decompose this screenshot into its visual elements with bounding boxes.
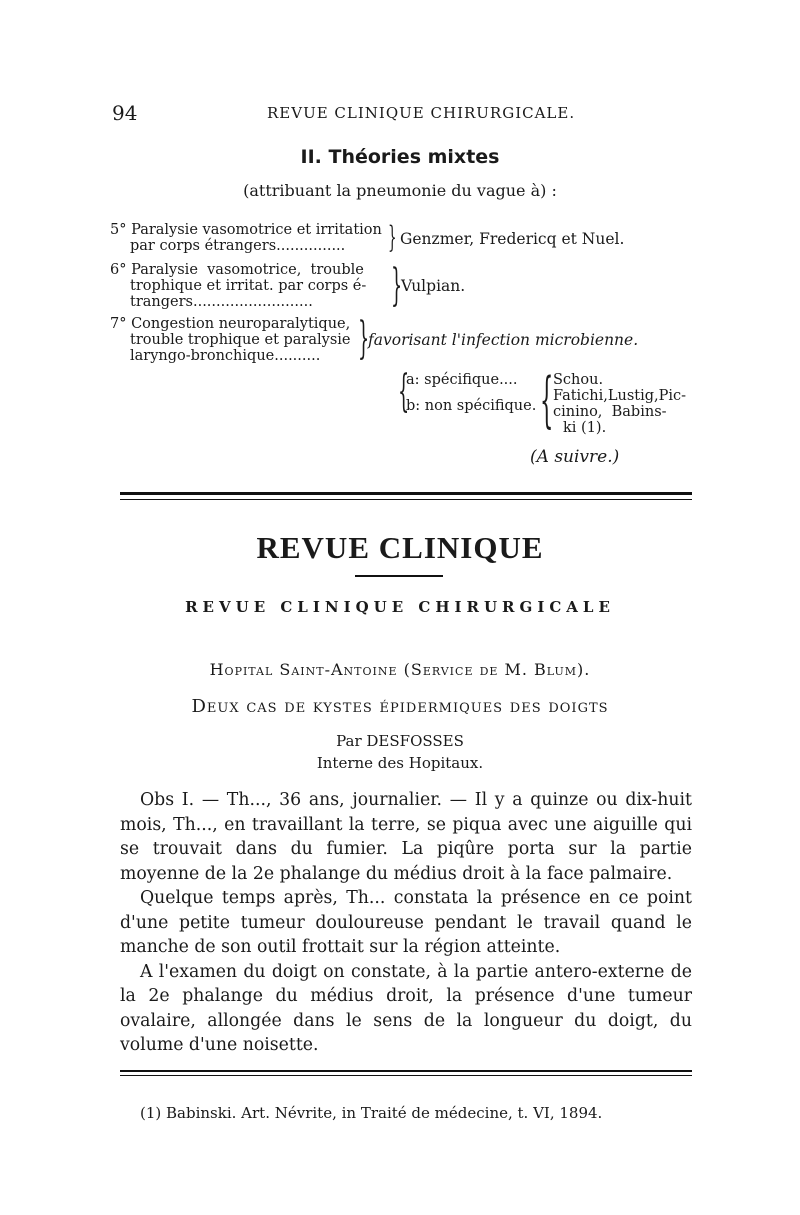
divider (120, 492, 692, 495)
infection-b-authors-1: Fatichi,Lustig,Pic- (553, 388, 687, 404)
item-6-authors: Vulpian. (401, 277, 466, 295)
article-body (120, 788, 692, 1058)
brace: } (391, 260, 403, 311)
infection-b-authors-2: cinino, Babins- (553, 404, 667, 420)
divider (120, 499, 692, 500)
section-subheading: (attribuant la pneumonie du vague à) : (243, 181, 557, 200)
divider (355, 575, 443, 577)
item-5-line-2: par corps étrangers............... (130, 238, 346, 254)
infection-a: a: spécifique.... (406, 372, 518, 388)
item-7-line-3: laryngo-bronchique.......... (130, 348, 321, 364)
section-heading: II. Théories mixtes (300, 146, 500, 168)
page-number: 94 (112, 101, 138, 125)
item-6-line-2: trophique et irritat. par corps é- (130, 278, 367, 294)
brace: { (398, 366, 410, 417)
author-byline: Par DESFOSSES (336, 732, 464, 750)
article-title: Deux cas de kystes épidermiques des doigts (191, 696, 609, 717)
author-role: Interne des Hopitaux. (316, 754, 484, 772)
paragraph: Obs I. — Th..., 36 ans, journalier. — Il y a quinze ou dix-huit mois, Th..., en travaillant la terre, se piqua avec une aiguille qui se trouvait dans du fumier. La piqûre porta sur la partie moyenne de la 2e phalange du médius droit à la face palmaire. (120, 790, 692, 884)
divider (120, 1070, 692, 1072)
item-6-line-1: 6° Paralysie vasomotrice, trouble (110, 262, 364, 278)
paragraph: A l'examen du doigt on constate, à la partie antero-externe de la 2e phalange du médius droit, la présence d'une tumeur ovalaire, allongée dans le sens de la longueur du doigt, du volume d'une noisette. (120, 961, 692, 1055)
hospital-line: Hopital Saint-Antoine (Service de M. Blum). (209, 660, 591, 679)
item-5-authors: Genzmer, Fredericq et Nuel. (400, 230, 625, 248)
running-title: REVUE CLINIQUE CHIRURGICALE. (267, 104, 576, 122)
brace: } (358, 313, 370, 364)
to-follow: (A suivre.) (530, 447, 620, 467)
paragraph: Quelque temps après, Th... constata la présence en ce point d'une petite tumeur douloureuse pendant le travail quand le manche de son outil frottait sur la région atteinte. (120, 888, 692, 957)
item-7-line-2: trouble trophique et paralysie (130, 332, 351, 348)
item-5-line-1: 5° Paralysie vasomotrice et irritation (110, 222, 382, 238)
item-7-line-1: 7° Congestion neuroparalytique, (110, 316, 351, 332)
footnote: (1) Babinski. Art. Névrite, in Traité de médecine, t. VI, 1894. (140, 1104, 603, 1122)
infection-b-authors-3: ki (1). (563, 420, 607, 436)
item-6-line-3: trangers.......................... (130, 294, 313, 310)
divider (120, 1075, 692, 1076)
infection-b: b: non spécifique. (406, 398, 537, 414)
article-subsection-title: REVUE CLINIQUE CHIRURGICALE (185, 598, 615, 616)
brace: { (540, 365, 554, 435)
article-section-title: REVUE CLINIQUE (256, 530, 544, 565)
brace: } (388, 220, 397, 255)
item-7-favor: favorisant l'infection microbienne. (368, 331, 639, 349)
infection-a-authors: Schou. (553, 372, 604, 388)
